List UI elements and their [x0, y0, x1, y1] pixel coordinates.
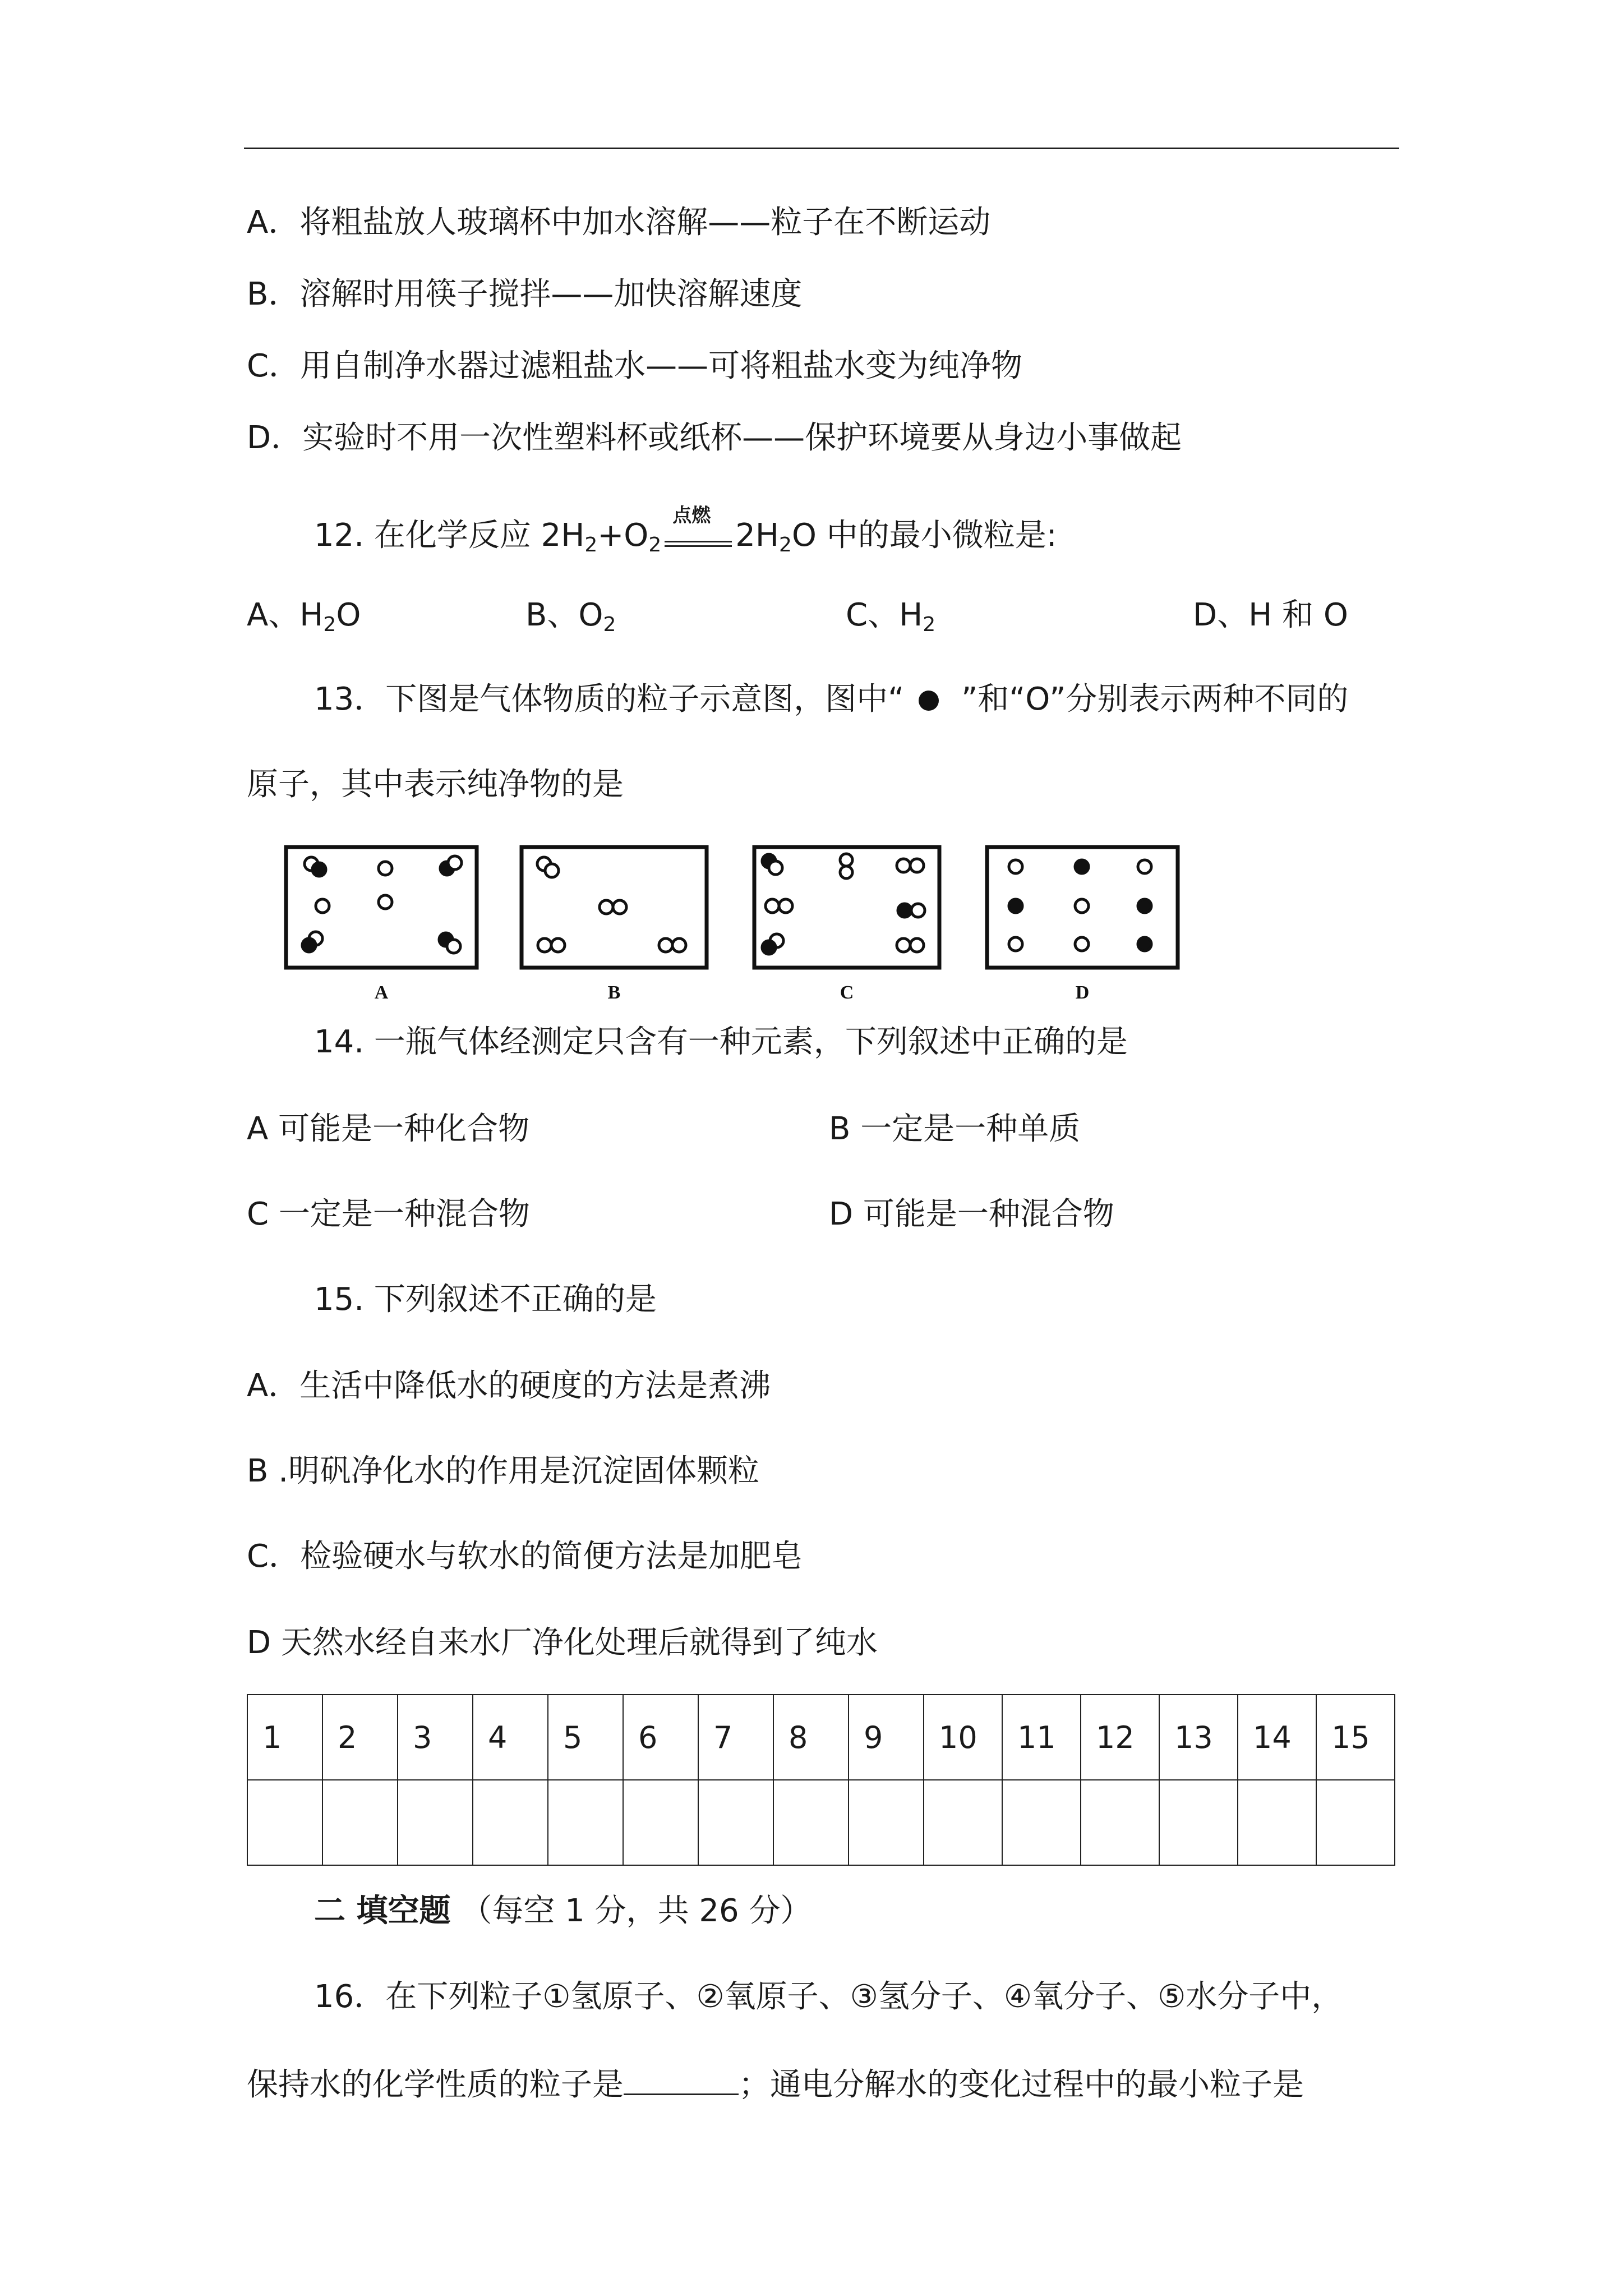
q15-option-c: C．检验硬水与软水的简便方法是加肥皂	[247, 1538, 803, 1575]
answer-table-header: 11	[1002, 1695, 1081, 1780]
answer-cell[interactable]	[849, 1780, 924, 1865]
q13-particle-figure	[283, 844, 1192, 1007]
q11-option-c: C．用自制净水器过滤粗盐水——可将粗盐水变为纯净物	[247, 348, 1023, 384]
answer-table-header: 2	[322, 1695, 398, 1780]
answer-table-answer-row	[247, 1780, 1395, 1865]
q12-option-a: A、$H_2O$	[247, 597, 361, 636]
answer-table-header: 1	[247, 1695, 322, 1780]
answer-table-header: 7	[698, 1695, 773, 1780]
answer-cell[interactable]	[322, 1780, 398, 1865]
q15-option-d: D 天然水经自来水厂净化处理后就得到了纯水	[247, 1625, 878, 1661]
answer-cell[interactable]	[548, 1780, 623, 1865]
figure-label-d: D	[1075, 982, 1090, 1003]
answer-table-header: 5	[548, 1695, 623, 1780]
q13-stem-line2: 原子，其中表示纯净物的是	[247, 766, 624, 803]
answer-cell[interactable]	[1238, 1780, 1316, 1865]
answer-cell[interactable]	[398, 1780, 473, 1865]
answer-cell[interactable]	[1159, 1780, 1238, 1865]
answer-cell[interactable]	[247, 1780, 322, 1865]
reaction-condition: 点燃	[672, 504, 711, 527]
q12-option-d: D、H 和 O	[1193, 597, 1348, 633]
answer-table-header: 15	[1316, 1695, 1395, 1780]
q15-stem: 15. 下列叙述不正确的是	[314, 1281, 657, 1318]
reaction-arrow	[665, 504, 732, 555]
q14-option-b: B 一定是一种单质	[829, 1111, 1081, 1147]
q11-option-a: A．将粗盐放人玻璃杯中加水溶解——粒子在不断运动	[247, 204, 991, 241]
section2-heading	[314, 1892, 811, 1931]
answer-cell[interactable]	[698, 1780, 773, 1865]
answer-cell[interactable]	[924, 1780, 1002, 1865]
header-rule	[244, 148, 1399, 149]
answer-table-header: 9	[849, 1695, 924, 1780]
answer-table-header: 13	[1159, 1695, 1238, 1780]
answer-table-header: 6	[623, 1695, 698, 1780]
q13-stem-line1: 13．下图是气体物质的粒子示意图，图中“ ”和“O”分别表示两种不同的	[314, 681, 1349, 717]
section2-title: 二 填空题	[314, 1893, 451, 1929]
figure-label-c: C	[840, 982, 854, 1003]
q12-option-c: C、$H_2$	[846, 597, 936, 636]
answer-cell[interactable]	[773, 1780, 849, 1865]
answer-cell[interactable]	[1316, 1780, 1395, 1865]
q16-line2: 保持水的化学性质的粒子是 ；通电分解水的变化过程中的最小粒子是	[247, 2064, 1304, 2105]
particle-diagrams	[283, 844, 1192, 1007]
answer-cell[interactable]	[1002, 1780, 1081, 1865]
answer-table-header-row	[247, 1695, 1395, 1780]
q14-option-a: A 可能是一种化合物	[247, 1111, 530, 1147]
section2-note: （每空 1 分，共 26 分）	[460, 1893, 812, 1929]
answer-table-header: 3	[398, 1695, 473, 1780]
answer-cell[interactable]	[1081, 1780, 1159, 1865]
q14-option-d: D 可能是一种混合物	[829, 1196, 1114, 1232]
q16-line1: 16．在下列粒子①氢原子、②氧原子、③氢分子、④氧分子、⑤水分子中，	[314, 1978, 1343, 2015]
q14-stem: 14. 一瓶气体经测定只含有一种元素，下列叙述中正确的是	[314, 1024, 1128, 1060]
answer-table-header: 12	[1081, 1695, 1159, 1780]
answer-table-header: 10	[924, 1695, 1002, 1780]
figure-label-a: A	[374, 982, 389, 1003]
answer-table-header: 8	[773, 1695, 849, 1780]
q14-option-c: C 一定是一种混合物	[247, 1196, 530, 1232]
q15-option-a: A．生活中降低水的硬度的方法是煮沸	[247, 1368, 771, 1404]
answer-table-header: 14	[1238, 1695, 1316, 1780]
q11-option-b: B．溶解时用筷子搅拌——加快溶解速度	[247, 276, 803, 312]
q11-option-d: D．实验时不用一次性塑料杯或纸杯——保护环境要从身边小事做起	[247, 420, 1182, 456]
answer-blank[interactable]	[624, 2064, 739, 2095]
answer-table-header: 4	[473, 1695, 548, 1780]
q12-option-b: B、$O_2$	[525, 597, 616, 636]
q15-option-b: B .明矾净化水的作用是沉淀固体颗粒	[247, 1453, 760, 1489]
figure-label-b: B	[607, 982, 621, 1003]
answer-cell[interactable]	[473, 1780, 548, 1865]
filled-atom-icon	[919, 691, 939, 711]
q12-stem: 12. 在化学反应 $2H_2+O_2$ 点燃 $2H_2O$ 中的最小微粒是:	[314, 516, 1057, 555]
answer-cell[interactable]	[623, 1780, 698, 1865]
answer-table	[247, 1694, 1395, 1866]
